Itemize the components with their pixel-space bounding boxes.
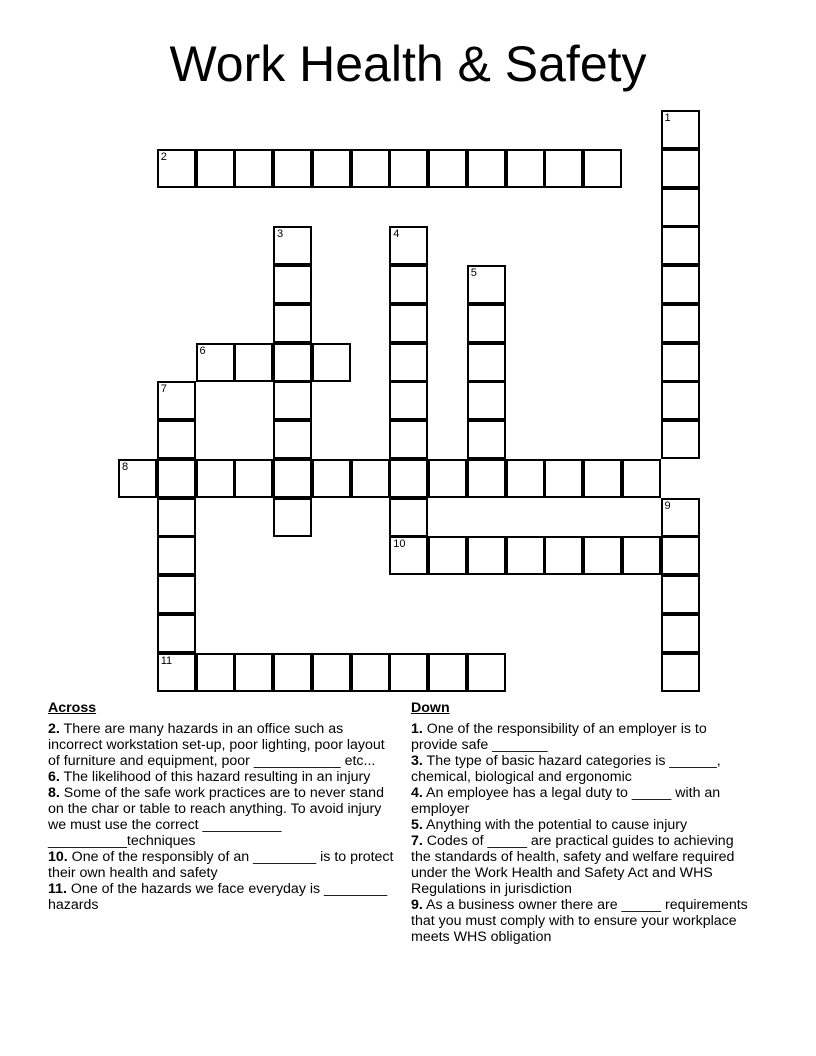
grid-cell[interactable] — [467, 459, 506, 498]
grid-cell[interactable] — [389, 265, 428, 304]
clue-across-10: 10. One of the responsibly of an ________ is to protect their own health and safety — [48, 849, 394, 881]
grid-cell[interactable] — [467, 536, 506, 575]
grid-cell[interactable] — [157, 498, 196, 537]
grid-cell[interactable] — [273, 459, 312, 498]
grid-cell[interactable] — [506, 536, 545, 575]
clue-number: 6 — [199, 344, 206, 357]
grid-cell[interactable] — [661, 110, 700, 149]
grid-cell[interactable] — [273, 381, 312, 420]
grid-cell[interactable] — [661, 653, 700, 692]
grid-cell[interactable] — [661, 498, 700, 537]
grid-cell[interactable] — [273, 265, 312, 304]
clue-across-11: 11. One of the hazards we face everyday is ________ hazards — [48, 881, 388, 913]
puzzle-title: Work Health & Safety — [169, 36, 647, 92]
grid-cell[interactable] — [506, 459, 545, 498]
grid-cell[interactable] — [351, 149, 390, 188]
grid-cell[interactable] — [273, 420, 312, 459]
clue-across-2: 2. There are many hazards in an office such as incorrect workstation set-up, poor lighting, poor layout of furniture and equipment, poor ___________ etc... — [48, 721, 385, 769]
grid-cell[interactable] — [157, 575, 196, 614]
clue-number: 8 — [122, 460, 129, 473]
grid-cell[interactable] — [583, 459, 622, 498]
grid-cell[interactable] — [467, 304, 506, 343]
grid-cell[interactable] — [157, 381, 196, 420]
grid-cell[interactable] — [661, 226, 700, 265]
grid-cell[interactable] — [234, 343, 273, 382]
grid-cell[interactable] — [389, 653, 428, 692]
grid-cell[interactable] — [661, 614, 700, 653]
grid-cell[interactable] — [389, 343, 428, 382]
grid-cell[interactable] — [661, 420, 700, 459]
clue-down-9: 9. As a business owner there are _____ requirements that you must comply with to ensure your workplace meets WHS obligation — [411, 897, 748, 945]
grid-cell[interactable] — [661, 575, 700, 614]
grid-cell[interactable] — [312, 343, 351, 382]
grid-cell[interactable] — [389, 459, 428, 498]
clue-number: 7 — [160, 383, 167, 396]
grid-cell[interactable] — [661, 536, 700, 575]
clue-down-5: 5. Anything with the potential to cause injury — [411, 817, 688, 833]
clue-number: 11 — [160, 654, 173, 667]
clue-number: 3 — [277, 228, 284, 241]
grid-cell[interactable] — [196, 653, 235, 692]
grid-cell[interactable] — [544, 459, 583, 498]
grid-cell[interactable] — [544, 536, 583, 575]
grid-cell[interactable] — [389, 226, 428, 265]
grid-cell[interactable] — [661, 343, 700, 382]
grid-cell[interactable] — [467, 343, 506, 382]
grid-cell[interactable] — [467, 149, 506, 188]
grid-cell[interactable] — [273, 498, 312, 537]
grid-cell[interactable] — [622, 536, 661, 575]
grid-cell[interactable] — [428, 149, 467, 188]
grid-cell[interactable] — [544, 149, 583, 188]
grid-cell[interactable] — [467, 265, 506, 304]
grid-cell[interactable] — [467, 381, 506, 420]
grid-cell[interactable] — [157, 420, 196, 459]
clue-down-7: 7. Codes of _____ are practical guides to achieving the standards of health, safety and welfare required under the Work Health and Safety Act and WHS Regulations in jurisdiction — [411, 833, 735, 897]
grid-cell[interactable] — [312, 459, 351, 498]
grid-cell[interactable] — [467, 420, 506, 459]
grid-cell[interactable] — [312, 653, 351, 692]
grid-cell[interactable] — [389, 498, 428, 537]
grid-cell[interactable] — [234, 459, 273, 498]
grid-cell[interactable] — [583, 536, 622, 575]
down-heading: Down — [411, 700, 450, 716]
grid-cell[interactable] — [428, 536, 467, 575]
grid-cell[interactable] — [622, 459, 661, 498]
grid-cell[interactable] — [583, 149, 622, 188]
grid-cell[interactable] — [506, 149, 545, 188]
clue-down-1: 1. One of the responsibility of an employer is to provide safe _______ — [411, 721, 707, 753]
grid-cell[interactable] — [428, 459, 467, 498]
clue-number: 4 — [393, 228, 400, 241]
across-clues — [48, 700, 398, 913]
grid-cell[interactable] — [196, 343, 235, 382]
clue-number: 2 — [160, 150, 167, 163]
grid-cell[interactable] — [196, 459, 235, 498]
grid-cell[interactable] — [118, 459, 157, 498]
grid-cell[interactable] — [157, 149, 196, 188]
grid-cell[interactable] — [157, 459, 196, 498]
clue-down-3: 3. The type of basic hazard categories is ______, chemical, biological and ergonomic — [411, 753, 721, 785]
grid-cell[interactable] — [467, 653, 506, 692]
clue-number: 1 — [664, 112, 671, 124]
clue-down-4: 4. An employee has a legal duty to _____ with an employer — [411, 785, 721, 817]
grid-cell[interactable] — [661, 149, 700, 188]
grid-cell[interactable] — [389, 536, 428, 575]
grid-cell[interactable] — [661, 304, 700, 343]
grid-cell[interactable] — [273, 653, 312, 692]
grid-cell[interactable] — [312, 149, 351, 188]
clue-number: 9 — [664, 499, 671, 512]
grid-cell[interactable] — [389, 420, 428, 459]
clue-across-8: 8. Some of the safe work practices are to never stand on the char or table to reach anything. To avoid injury we must use the correct __________ __________techniques — [48, 785, 384, 849]
grid-cell[interactable] — [273, 304, 312, 343]
grid-cell[interactable] — [234, 149, 273, 188]
grid-cell[interactable] — [428, 653, 467, 692]
grid-cell[interactable] — [234, 653, 273, 692]
clue-across-6: 6. The likelihood of this hazard resulting in an injury — [48, 769, 371, 785]
grid-cell[interactable] — [196, 149, 235, 188]
clue-number: 5 — [470, 267, 477, 279]
grid-cell[interactable] — [273, 149, 312, 188]
grid-cell[interactable] — [157, 536, 196, 575]
grid-cell[interactable] — [157, 614, 196, 653]
grid-cell[interactable] — [351, 653, 390, 692]
grid-cell[interactable] — [389, 304, 428, 343]
across-heading: Across — [48, 700, 97, 716]
grid-cell[interactable] — [661, 188, 700, 227]
grid-cell[interactable] — [351, 459, 390, 498]
grid-cell[interactable] — [661, 265, 700, 304]
grid-cell[interactable] — [389, 381, 428, 420]
grid-cell[interactable] — [661, 381, 700, 420]
grid-cell[interactable] — [389, 149, 428, 188]
clue-number: 10 — [393, 538, 406, 551]
grid-cell[interactable] — [157, 653, 196, 692]
grid-cell[interactable] — [273, 226, 312, 265]
down-clues — [411, 700, 756, 945]
grid-cell[interactable] — [273, 343, 312, 382]
